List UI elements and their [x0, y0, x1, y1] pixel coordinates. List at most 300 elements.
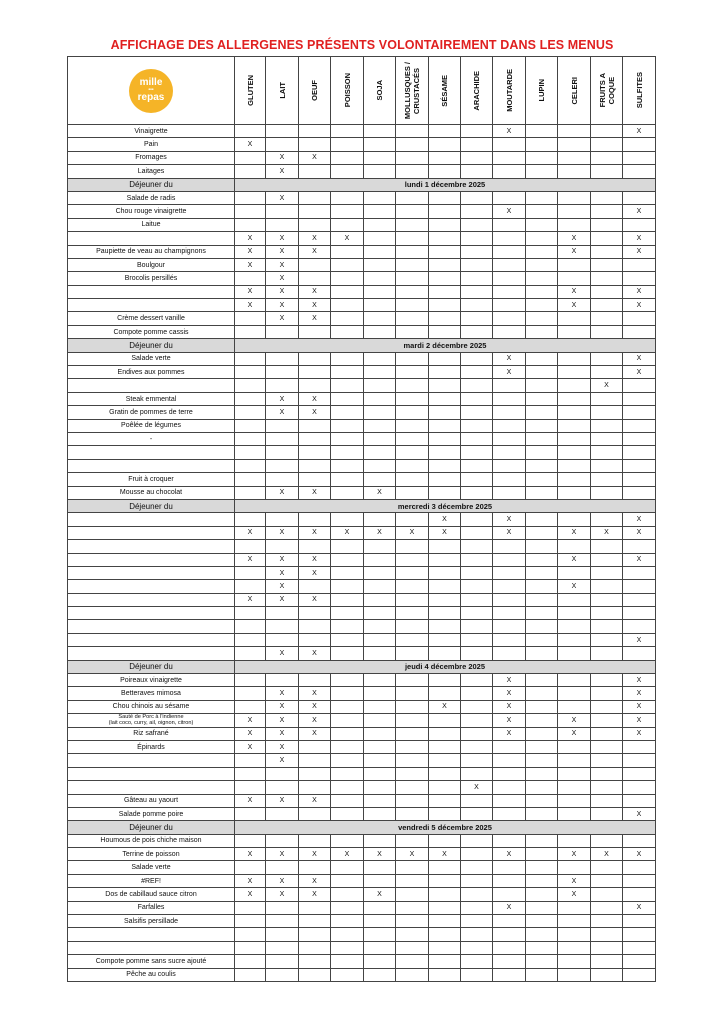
table-row — [68, 740, 656, 753]
allergen-cell — [266, 834, 299, 847]
dish-name: - — [68, 432, 235, 445]
allergen-cell — [526, 727, 558, 740]
allergen-cell — [299, 901, 331, 914]
allergen-header-label: OEUF — [310, 80, 319, 101]
allergen-cell — [429, 941, 461, 954]
logo-cell — [68, 57, 235, 125]
allergen-cell — [558, 272, 591, 285]
allergen-cell — [623, 647, 656, 660]
dish-name — [68, 781, 235, 794]
allergen-cell — [266, 432, 299, 445]
table-body — [68, 125, 656, 982]
allergen-cell — [235, 513, 266, 526]
allergen-cell: X — [266, 406, 299, 419]
allergen-cell — [493, 406, 526, 419]
allergen-cell: X — [493, 205, 526, 218]
allergen-cell — [364, 754, 396, 767]
allergen-cell — [591, 191, 623, 204]
allergen-cell — [526, 593, 558, 606]
allergen-table — [67, 56, 656, 982]
allergen-cell — [591, 674, 623, 687]
allergen-cell — [396, 419, 429, 432]
allergen-cell — [526, 165, 558, 178]
allergen-cell: X — [266, 151, 299, 164]
allergen-cell — [461, 540, 493, 553]
allergen-cell — [623, 566, 656, 579]
allergen-cell — [364, 794, 396, 807]
allergen-cell — [558, 955, 591, 968]
allergen-cell: X — [623, 727, 656, 740]
allergen-cell — [526, 245, 558, 258]
allergen-cell — [299, 633, 331, 646]
allergen-cell: X — [299, 593, 331, 606]
allergen-cell — [235, 165, 266, 178]
allergen-cell — [493, 379, 526, 392]
allergen-cell — [396, 861, 429, 874]
allergen-cell — [493, 928, 526, 941]
dish-name: Chou rouge vinaigrette — [68, 205, 235, 218]
day-label: Déjeuner du — [68, 178, 235, 191]
allergen-cell — [429, 781, 461, 794]
allergen-cell: X — [623, 674, 656, 687]
allergen-cell — [396, 459, 429, 472]
allergen-cell — [331, 218, 364, 231]
allergen-cell — [591, 781, 623, 794]
allergen-cell — [591, 794, 623, 807]
allergen-cell — [493, 888, 526, 901]
allergen-cell — [266, 607, 299, 620]
allergen-cell — [461, 754, 493, 767]
dish-name — [68, 540, 235, 553]
allergen-cell — [364, 151, 396, 164]
allergen-cell — [558, 191, 591, 204]
table-row — [68, 807, 656, 820]
allergen-cell — [266, 861, 299, 874]
allergen-cell — [364, 432, 396, 445]
allergen-cell — [266, 955, 299, 968]
allergen-cell — [235, 754, 266, 767]
allergen-cell: X — [591, 379, 623, 392]
allergen-cell — [331, 566, 364, 579]
allergen-cell — [429, 446, 461, 459]
allergen-header-label: LUPIN — [537, 79, 546, 102]
dish-name: Poêlée de légumes — [68, 419, 235, 432]
allergen-cell — [331, 379, 364, 392]
allergen-cell — [429, 191, 461, 204]
allergen-cell: X — [558, 285, 591, 298]
allergen-cell — [235, 125, 266, 138]
allergen-cell — [235, 941, 266, 954]
allergen-cell — [526, 513, 558, 526]
allergen-cell — [396, 888, 429, 901]
allergen-cell — [623, 446, 656, 459]
allergen-cell: X — [591, 848, 623, 861]
table-row — [68, 955, 656, 968]
allergen-cell: X — [493, 674, 526, 687]
allergen-cell: X — [623, 299, 656, 312]
allergen-cell — [331, 406, 364, 419]
allergen-cell — [299, 968, 331, 981]
allergen-cell — [364, 781, 396, 794]
allergen-cell — [623, 593, 656, 606]
allergen-cell — [591, 125, 623, 138]
allergen-cell — [558, 767, 591, 780]
allergen-cell — [591, 205, 623, 218]
allergen-cell — [429, 620, 461, 633]
allergen-cell: X — [299, 392, 331, 405]
allergen-cell — [591, 888, 623, 901]
allergen-cell — [493, 432, 526, 445]
allergen-cell — [526, 486, 558, 499]
allergen-cell — [526, 553, 558, 566]
allergen-cell — [396, 513, 429, 526]
allergen-cell — [493, 794, 526, 807]
allergen-cell — [461, 848, 493, 861]
allergen-cell — [396, 553, 429, 566]
dish-name: Poireaux vinaigrette — [68, 674, 235, 687]
allergen-cell: X — [266, 486, 299, 499]
allergen-cell — [591, 593, 623, 606]
allergen-cell — [235, 767, 266, 780]
allergen-cell — [623, 767, 656, 780]
dish-name: Épinards — [68, 740, 235, 753]
allergen-cell — [396, 473, 429, 486]
allergen-cell — [461, 285, 493, 298]
table-row — [68, 272, 656, 285]
allergen-cell — [526, 955, 558, 968]
allergen-cell — [558, 928, 591, 941]
allergen-cell — [364, 205, 396, 218]
allergen-cell — [591, 232, 623, 245]
allergen-cell: X — [235, 245, 266, 258]
allergen-cell: X — [493, 727, 526, 740]
table-row — [68, 312, 656, 325]
dish-name — [68, 285, 235, 298]
dish-name: Fromages — [68, 151, 235, 164]
allergen-cell — [396, 446, 429, 459]
allergen-cell — [235, 151, 266, 164]
allergen-cell — [235, 915, 266, 928]
allergen-cell — [558, 740, 591, 753]
allergen-cell — [461, 580, 493, 593]
allergen-cell — [396, 258, 429, 271]
mille-repas-logo — [129, 69, 173, 113]
allergen-cell — [526, 232, 558, 245]
allergen-cell: X — [235, 258, 266, 271]
dish-name — [68, 593, 235, 606]
allergen-cell: X — [331, 848, 364, 861]
allergen-cell — [623, 580, 656, 593]
allergen-cell: X — [266, 714, 299, 727]
allergen-cell — [558, 915, 591, 928]
allergen-cell — [429, 928, 461, 941]
allergen-cell — [429, 687, 461, 700]
table-row — [68, 593, 656, 606]
allergen-cell — [364, 406, 396, 419]
allergen-cell — [623, 325, 656, 338]
allergen-cell — [266, 459, 299, 472]
allergen-cell — [623, 607, 656, 620]
allergen-cell — [331, 807, 364, 820]
allergen-cell — [526, 138, 558, 151]
allergen-cell — [364, 325, 396, 338]
allergen-cell: X — [493, 848, 526, 861]
allergen-cell — [591, 325, 623, 338]
allergen-cell — [364, 767, 396, 780]
day-header-row — [68, 660, 656, 673]
allergen-cell — [623, 834, 656, 847]
allergen-cell — [331, 633, 364, 646]
allergen-cell: X — [493, 901, 526, 914]
allergen-cell: X — [235, 299, 266, 312]
allergen-cell — [331, 727, 364, 740]
allergen-cell — [396, 807, 429, 820]
allergen-cell — [461, 513, 493, 526]
allergen-cell: X — [266, 727, 299, 740]
allergen-cell — [526, 352, 558, 365]
table-row — [68, 794, 656, 807]
allergen-cell — [461, 687, 493, 700]
allergen-cell — [235, 674, 266, 687]
table-row — [68, 714, 656, 727]
allergen-cell — [266, 352, 299, 365]
allergen-cell — [266, 138, 299, 151]
allergen-cell — [331, 888, 364, 901]
allergen-cell: X — [299, 245, 331, 258]
allergen-cell: X — [299, 406, 331, 419]
allergen-cell: X — [558, 526, 591, 539]
allergen-cell — [364, 392, 396, 405]
allergen-cell — [429, 607, 461, 620]
allergen-cell: X — [266, 647, 299, 660]
allergen-cell — [364, 165, 396, 178]
allergen-cell: X — [558, 874, 591, 887]
allergen-cell — [299, 473, 331, 486]
allergen-cell — [623, 406, 656, 419]
allergen-cell — [331, 687, 364, 700]
allergen-cell — [461, 767, 493, 780]
allergen-header — [299, 57, 331, 125]
allergen-cell — [591, 513, 623, 526]
allergen-cell — [493, 151, 526, 164]
allergen-cell — [526, 633, 558, 646]
allergen-cell — [429, 299, 461, 312]
allergen-cell — [331, 312, 364, 325]
allergen-cell — [591, 312, 623, 325]
allergen-cell — [493, 807, 526, 820]
allergen-cell — [299, 807, 331, 820]
allergen-cell — [526, 781, 558, 794]
allergen-cell — [364, 285, 396, 298]
allergen-cell — [623, 473, 656, 486]
allergen-cell — [429, 767, 461, 780]
allergen-cell: X — [299, 647, 331, 660]
allergen-cell — [364, 191, 396, 204]
allergen-cell — [364, 258, 396, 271]
allergen-cell — [235, 366, 266, 379]
allergen-cell — [591, 566, 623, 579]
allergen-cell — [493, 754, 526, 767]
dish-name: Vinaigrette — [68, 125, 235, 138]
allergen-cell — [364, 299, 396, 312]
allergen-cell — [591, 834, 623, 847]
day-date: mardi 2 décembre 2025 — [235, 339, 656, 352]
allergen-cell — [558, 620, 591, 633]
allergen-cell — [429, 419, 461, 432]
allergen-cell — [266, 633, 299, 646]
allergen-cell — [461, 901, 493, 914]
allergen-cell — [461, 419, 493, 432]
allergen-cell: X — [299, 232, 331, 245]
dish-name: Fruit à croquer — [68, 473, 235, 486]
allergen-cell — [558, 446, 591, 459]
allergen-cell — [526, 767, 558, 780]
allergen-cell — [461, 834, 493, 847]
allergen-cell: X — [235, 740, 266, 753]
allergen-cell — [558, 379, 591, 392]
table-row — [68, 687, 656, 700]
allergen-cell: X — [623, 687, 656, 700]
allergen-cell — [493, 955, 526, 968]
dish-name — [68, 553, 235, 566]
allergen-cell: X — [364, 848, 396, 861]
dish-name: Betteraves mimosa — [68, 687, 235, 700]
allergen-cell — [364, 513, 396, 526]
allergen-cell — [235, 807, 266, 820]
allergen-cell — [461, 325, 493, 338]
allergen-cell — [396, 325, 429, 338]
table-row — [68, 580, 656, 593]
allergen-cell: X — [493, 526, 526, 539]
allergen-cell — [396, 312, 429, 325]
allergen-cell: X — [429, 526, 461, 539]
allergen-cell — [396, 955, 429, 968]
day-label: Déjeuner du — [68, 339, 235, 352]
allergen-cell — [235, 834, 266, 847]
allergen-cell: X — [623, 125, 656, 138]
allergen-cell — [591, 928, 623, 941]
allergen-cell — [396, 245, 429, 258]
allergen-cell — [299, 580, 331, 593]
dish-name: Paupiette de veau au champignons — [68, 245, 235, 258]
allergen-cell — [558, 968, 591, 981]
table-row — [68, 754, 656, 767]
table-row — [68, 299, 656, 312]
allergen-cell — [526, 406, 558, 419]
allergen-cell — [526, 419, 558, 432]
allergen-cell — [331, 325, 364, 338]
allergen-cell — [331, 794, 364, 807]
allergen-cell — [429, 968, 461, 981]
allergen-cell: X — [235, 138, 266, 151]
allergen-cell — [623, 272, 656, 285]
allergen-cell — [364, 700, 396, 713]
allergen-cell — [331, 968, 364, 981]
allergen-cell — [396, 928, 429, 941]
allergen-header — [623, 57, 656, 125]
allergen-cell: X — [331, 232, 364, 245]
allergen-cell: X — [266, 794, 299, 807]
allergen-cell — [623, 165, 656, 178]
allergen-cell — [364, 620, 396, 633]
allergen-cell — [493, 861, 526, 874]
dish-name — [68, 446, 235, 459]
allergen-cell — [493, 285, 526, 298]
allergen-cell — [299, 218, 331, 231]
allergen-cell — [493, 781, 526, 794]
allergen-cell — [331, 580, 364, 593]
allergen-cell — [266, 218, 299, 231]
allergen-cell: X — [266, 874, 299, 887]
allergen-cell — [461, 794, 493, 807]
allergen-cell — [235, 566, 266, 579]
allergen-cell — [526, 191, 558, 204]
allergen-cell — [396, 566, 429, 579]
allergen-cell: X — [396, 848, 429, 861]
allergen-cell — [331, 352, 364, 365]
allergen-cell — [396, 540, 429, 553]
dish-name: Pain — [68, 138, 235, 151]
allergen-cell — [461, 245, 493, 258]
allergen-cell — [396, 901, 429, 914]
allergen-cell — [461, 526, 493, 539]
dish-name — [68, 232, 235, 245]
allergen-cell — [364, 740, 396, 753]
allergen-cell — [623, 620, 656, 633]
allergen-cell — [331, 446, 364, 459]
allergen-cell — [493, 647, 526, 660]
allergen-cell — [429, 727, 461, 740]
allergen-cell — [299, 325, 331, 338]
allergen-cell — [558, 312, 591, 325]
table-row — [68, 245, 656, 258]
allergen-cell — [591, 740, 623, 753]
allergen-cell — [493, 633, 526, 646]
allergen-cell — [364, 366, 396, 379]
allergen-cell — [429, 580, 461, 593]
allergen-cell — [429, 285, 461, 298]
allergen-cell — [266, 446, 299, 459]
allergen-cell — [331, 513, 364, 526]
allergen-cell — [429, 861, 461, 874]
allergen-header — [461, 57, 493, 125]
allergen-cell — [461, 366, 493, 379]
allergen-cell — [266, 807, 299, 820]
day-header-row — [68, 339, 656, 352]
allergen-header — [235, 57, 266, 125]
allergen-cell — [461, 700, 493, 713]
allergen-cell — [558, 513, 591, 526]
allergen-cell — [623, 968, 656, 981]
allergen-cell — [461, 607, 493, 620]
allergen-cell — [331, 714, 364, 727]
allergen-cell — [591, 138, 623, 151]
allergen-cell: X — [266, 526, 299, 539]
table-row — [68, 647, 656, 660]
allergen-cell — [429, 566, 461, 579]
allergen-cell — [331, 941, 364, 954]
allergen-cell — [526, 740, 558, 753]
allergen-cell — [299, 258, 331, 271]
allergen-cell: X — [266, 566, 299, 579]
allergen-cell — [461, 392, 493, 405]
allergen-cell — [235, 191, 266, 204]
allergen-cell — [396, 352, 429, 365]
allergen-cell — [396, 299, 429, 312]
allergen-cell — [364, 566, 396, 579]
allergen-cell — [558, 901, 591, 914]
allergen-cell — [623, 486, 656, 499]
